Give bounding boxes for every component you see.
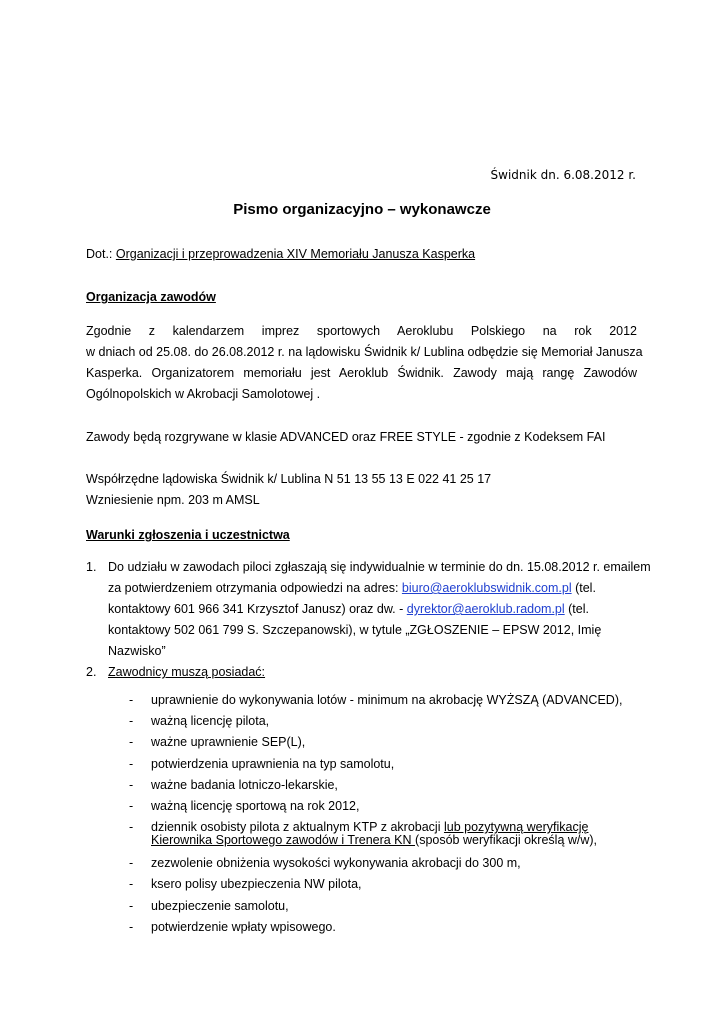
paragraph-line: Zgodnie z kalendarzem imprez sportowych Aeroklubu Polskiego na rok 2012 [86, 324, 637, 338]
bullet-dash: - [129, 820, 134, 834]
bullet-text: (sposób weryfikacji określą w/w), [415, 833, 598, 847]
bullet-dash: - [129, 757, 134, 771]
document-date: Świdnik dn. 6.08.2012 r. [490, 168, 636, 182]
subject-text: Organizacji i przeprowadzenia XIV Memoriału Janusza Kasperka [115, 247, 476, 261]
item1-text: (tel. [564, 602, 589, 616]
bullet-item: potwierdzenie wpłaty wpisowego. [151, 920, 336, 934]
section-heading-organizacja: Organizacja zawodów [86, 290, 216, 304]
class-paragraph: Zawody będą rozgrywane w klasie ADVANCED oraz FREE STYLE - zgodnie z Kodeksem FAI [86, 430, 606, 444]
email-link-dyrektor[interactable]: dyrektor@aeroklub.radom.pl [406, 602, 565, 616]
bullet-dash: - [129, 693, 134, 707]
document-title: Pismo organizacyjno – wykonawcze [233, 201, 491, 218]
paragraph-line: w dniach od 25.08. do 26.08.2012 r. na lądowisku Świdnik k/ Lublina odbędzie się Memoriał Janusza [86, 345, 643, 359]
list-number: 2. [86, 665, 97, 679]
bullet-dash: - [129, 778, 134, 792]
bullet-dash: - [129, 899, 134, 913]
bullet-item-continuation [151, 834, 597, 847]
bullet-item: ksero polisy ubezpieczenia NW pilota, [151, 877, 362, 891]
paragraph-line: Kasperka. Organizatorem memoriału jest Aeroklub Świdnik. Zawody mają rangę Zawodów [86, 366, 637, 380]
bullet-item: ważne badania lotniczo-lekarskie, [151, 778, 338, 792]
bullet-item: uprawnienie do wykonywania lotów - minimum na akrobację WYŻSZĄ (ADVANCED), [151, 693, 623, 707]
elevation-line: Wzniesienie npm. 203 m AMSL [86, 493, 260, 507]
item1-line: Do udziału w zawodach piloci zgłaszają się indywidualnie w terminie do dn. 15.08.2012 r. emailem [108, 560, 651, 574]
item1-text: kontaktowy 601 966 341 Krzysztof Janusz) oraz dw. - [108, 602, 407, 616]
item1-line [108, 578, 596, 599]
bullet-item: ważne uprawnienie SEP(L), [151, 735, 306, 749]
coordinates-line: Współrzędne lądowiska Świdnik k/ Lublina N 51 13 55 13 E 022 41 25 17 [86, 472, 492, 486]
bullet-text-underlined: Kierownika Sportowego zawodów i Trenera KN [151, 833, 416, 847]
email-link-biuro[interactable]: biuro@aeroklubswidnik.com.pl [401, 581, 572, 595]
bullet-item: zezwolenie obniżenia wysokości wykonywania akrobacji do 300 m, [151, 856, 521, 870]
item1-line: kontaktowy 502 061 799 S. Szczepanowski), w tytule „ZGŁOSZENIE – EPSW 2012, Imię [108, 623, 602, 637]
item1-line: Nazwisko” [108, 644, 166, 658]
bullet-dash: - [129, 799, 134, 813]
bullet-item: ważną licencję pilota, [151, 714, 270, 728]
bullet-dash: - [129, 714, 134, 728]
item1-line [108, 599, 589, 620]
paragraph-line: Ogólnopolskich w Akrobacji Samolotowej . [86, 387, 321, 401]
bullet-dash: - [129, 856, 134, 870]
bullet-item: potwierdzenia uprawnienia na typ samolotu, [151, 757, 395, 771]
bullet-item: ubezpieczenie samolotu, [151, 899, 289, 913]
bullet-dash: - [129, 735, 134, 749]
section-heading-warunki: Warunki zgłoszenia i uczestnictwa [86, 528, 290, 542]
bullet-text: dziennik osobisty pilota z aktualnym KTP z akrobacji [151, 820, 444, 834]
item1-text: za potwierdzeniem otrzymania odpowiedzi na adres: [108, 581, 402, 595]
bullet-dash: - [129, 877, 134, 891]
item1-text: (tel. [571, 581, 596, 595]
subject-line [86, 244, 475, 265]
item2-heading: Zawodnicy muszą posiadać: [108, 665, 266, 679]
bullet-text-underlined: lub pozytywną weryfikację [443, 820, 589, 834]
list-number: 1. [86, 560, 97, 574]
bullet-dash: - [129, 920, 134, 934]
subject-prefix: Dot.: [86, 247, 113, 261]
bullet-item: ważną licencję sportową na rok 2012, [151, 799, 360, 813]
